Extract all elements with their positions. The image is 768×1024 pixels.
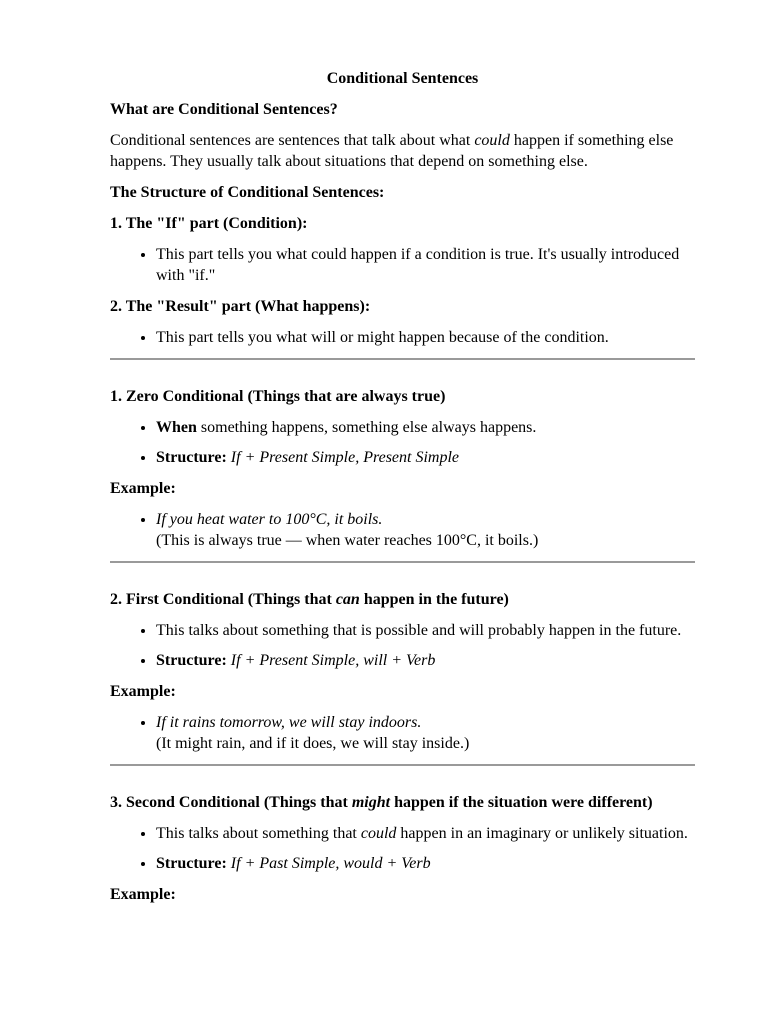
list-item: • If it rains tomorrow, we will stay indoors. (It might rain, and if it does, we will stay inside.)	[156, 712, 695, 754]
section-divider	[110, 764, 695, 766]
second-conditional-list	[110, 823, 695, 874]
page-title: Conditional Sentences	[326, 70, 479, 87]
list-item: • When something happens, something else always happens.	[156, 417, 695, 438]
list-item: • If you heat water to 100°C, it boils. (This is always true — when water reaches 100°C, it boils.)	[156, 509, 695, 551]
example-label: Example:	[110, 683, 176, 700]
zero-conditional-list	[110, 417, 695, 468]
section-divider	[110, 358, 695, 360]
list-item: • Structure: If + Past Simple, would + Verb	[156, 853, 695, 874]
document-content	[110, 68, 695, 915]
result-part-list	[110, 327, 695, 348]
list-item: • This part tells you what will or might happen because of the condition.	[156, 327, 695, 348]
first-conditional-heading: 2. First Conditional (Things that can happen in the future)	[110, 591, 509, 608]
zero-conditional-heading: 1. Zero Conditional (Things that are always true)	[110, 388, 446, 405]
if-part-heading: 1. The "If" part (Condition):	[110, 215, 308, 232]
example-label: Example:	[110, 886, 176, 903]
list-item: • Structure: If + Present Simple, Present Simple	[156, 447, 695, 468]
structure-heading: The Structure of Conditional Sentences:	[110, 184, 385, 201]
if-part-list	[110, 244, 695, 286]
list-item: • This talks about something that could happen in an imaginary or unlikely situation.	[156, 823, 695, 844]
list-item: • This talks about something that is possible and will probably happen in the future.	[156, 620, 695, 641]
section-divider	[110, 561, 695, 563]
list-item: • This part tells you what could happen if a condition is true. It's usually introduced with "if."	[156, 244, 695, 286]
zero-example-list	[110, 509, 695, 551]
first-conditional-list	[110, 620, 695, 671]
intro-paragraph: Conditional sentences are sentences that talk about what could happen if something else happens. They usually talk about situations that depend on something else.	[110, 132, 674, 170]
intro-heading: What are Conditional Sentences?	[110, 101, 338, 118]
example-label: Example:	[110, 480, 176, 497]
list-item: • Structure: If + Present Simple, will + Verb	[156, 650, 695, 671]
result-part-heading: 2. The "Result" part (What happens):	[110, 298, 371, 315]
second-conditional-heading: 3. Second Conditional (Things that might happen if the situation were different)	[110, 794, 653, 811]
first-example-list	[110, 712, 695, 754]
